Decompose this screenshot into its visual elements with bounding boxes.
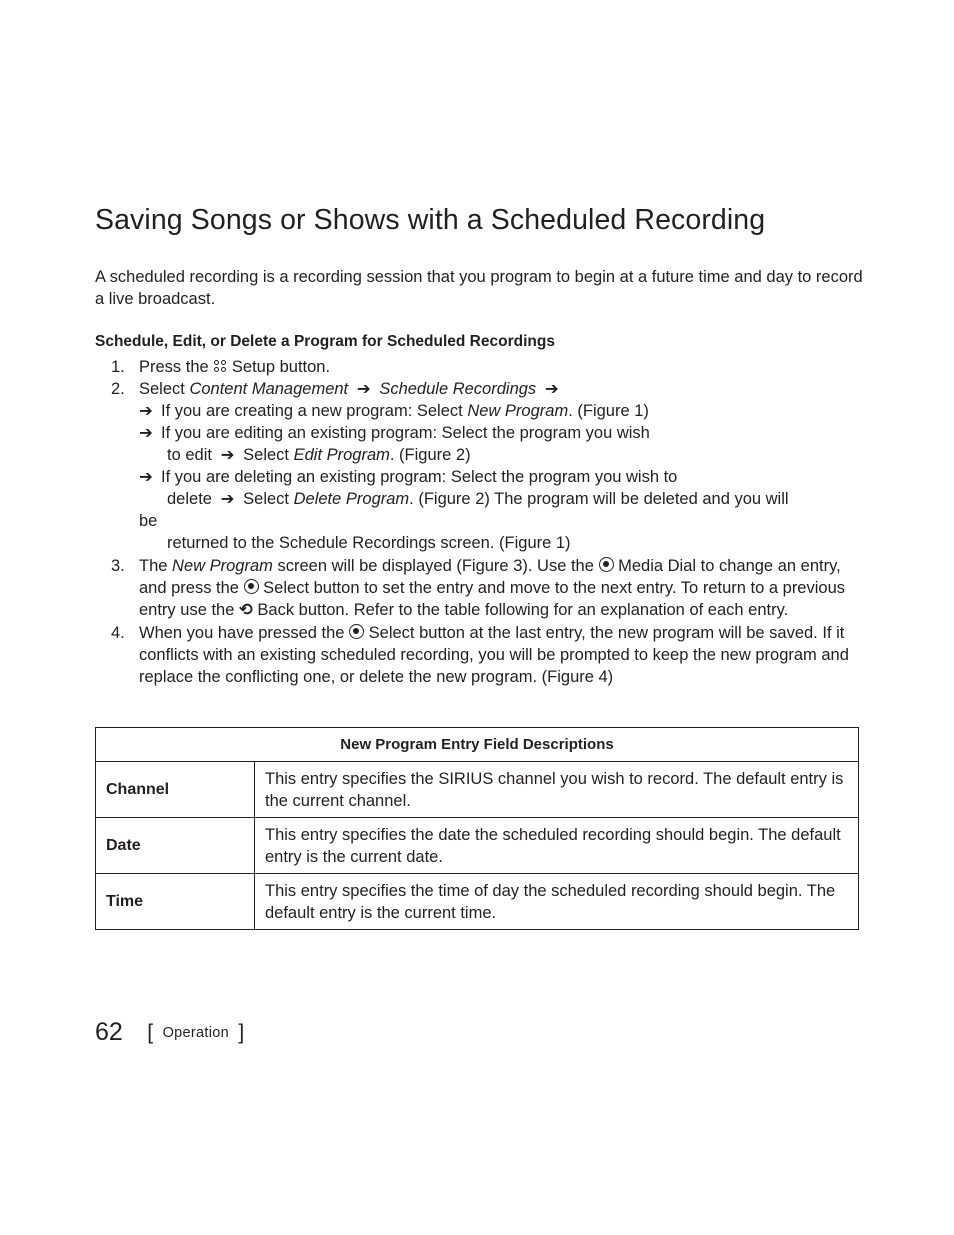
- step-2: 2. Select Content Management ➔ Schedule Recordings ➔ ➔ If you are creating a new program: Select New Program. (Figure 1) ➔ If you are editing an existing program: Select the program you wish to edit ➔ Select Edit Program. (Figure 2) ➔ If you are deleting an existing program: Select the program you wish to delete ➔ Select Delete Program. (Figure 2) The program will be deleted and you will be returned to the Schedule Recordings screen. (Figure 1): [95, 378, 865, 554]
- step-4: 4. When you have pressed the Select button at the last entry, the new program will be saved. If it conflicts with an existing scheduled recording, you will be prompted to keep the new program and replace the conflicting one, or delete the new program. (Figure 4): [111, 624, 849, 686]
- field-description: This entry specifies the SIRIUS channel you wish to record. The default entry is the current channel.: [255, 762, 859, 818]
- table-header: New Program Entry Field Descriptions: [96, 728, 859, 762]
- steps-list: [95, 356, 865, 688]
- sub-step-delete: ➔ If you are deleting an existing program: Select the program you wish to delete ➔ Select Delete Program. (Figure 2) The program will be deleted and you will be returned to the Schedule Recordings screen. (Figure 1): [139, 468, 789, 552]
- step-3: 3. The New Program screen will be displayed (Figure 3). Use the Media Dial to change an entry, and press the Select button to set the entry and move to the next entry. To return to a previous entry use the ⟲ Back button. Refer to the table following for an explanation of each entry.: [111, 557, 846, 619]
- media-dial-icon: [599, 557, 614, 572]
- step-number: 1.: [111, 358, 125, 376]
- back-button-icon: ⟲: [238, 601, 253, 619]
- arrow-right-icon: ➔: [139, 468, 153, 486]
- table-row: [96, 818, 859, 874]
- menu-content-management: Content Management: [189, 380, 349, 398]
- field-descriptions-table: [95, 727, 859, 930]
- arrow-right-icon: ➔: [220, 490, 235, 508]
- sub-step-new: ➔ If you are creating a new program: Select New Program. (Figure 1): [139, 402, 649, 420]
- page-title: Saving Songs or Shows with a Scheduled Recording: [95, 204, 766, 236]
- section-heading: Schedule, Edit, or Delete a Program for Scheduled Recordings: [95, 333, 555, 350]
- menu-schedule-recordings: Schedule Recordings: [379, 380, 537, 398]
- intro-paragraph: A scheduled recording is a recording session that you program to begin at a future time and day to record a live broadcast.: [95, 268, 863, 308]
- select-button-icon: [244, 579, 259, 594]
- select-button-icon: [349, 624, 364, 639]
- field-name: Date: [96, 818, 255, 874]
- field-description: This entry specifies the time of day the scheduled recording should begin. The default entry is the current time.: [255, 874, 859, 930]
- step-number: 2.: [111, 380, 125, 398]
- arrow-right-icon: ➔: [139, 424, 153, 442]
- field-description: This entry specifies the date the scheduled recording should begin. The default entry is the current date.: [255, 818, 859, 874]
- open-bracket: [: [147, 1020, 154, 1044]
- field-name: Time: [96, 874, 255, 930]
- page-number: 62: [95, 1018, 123, 1046]
- table-row: [96, 762, 859, 818]
- page-footer: [95, 1018, 244, 1047]
- sub-step-edit: ➔ If you are editing an existing program: Select the program you wish to edit ➔ Select Edit Program. (Figure 2): [139, 424, 650, 464]
- step-1: 1. Press the Setup button.: [111, 358, 331, 376]
- section-name: Operation: [162, 1024, 229, 1041]
- table-row: [96, 874, 859, 930]
- close-bracket: ]: [238, 1020, 245, 1044]
- step-number: 3.: [111, 557, 125, 575]
- step-number: 4.: [111, 624, 125, 642]
- field-name: Channel: [96, 762, 255, 818]
- arrow-right-icon: ➔: [356, 380, 371, 398]
- setup-grid-icon: [213, 359, 227, 373]
- arrow-right-icon: ➔: [220, 446, 235, 464]
- arrow-right-icon: ➔: [139, 402, 153, 420]
- arrow-right-icon: ➔: [544, 380, 559, 398]
